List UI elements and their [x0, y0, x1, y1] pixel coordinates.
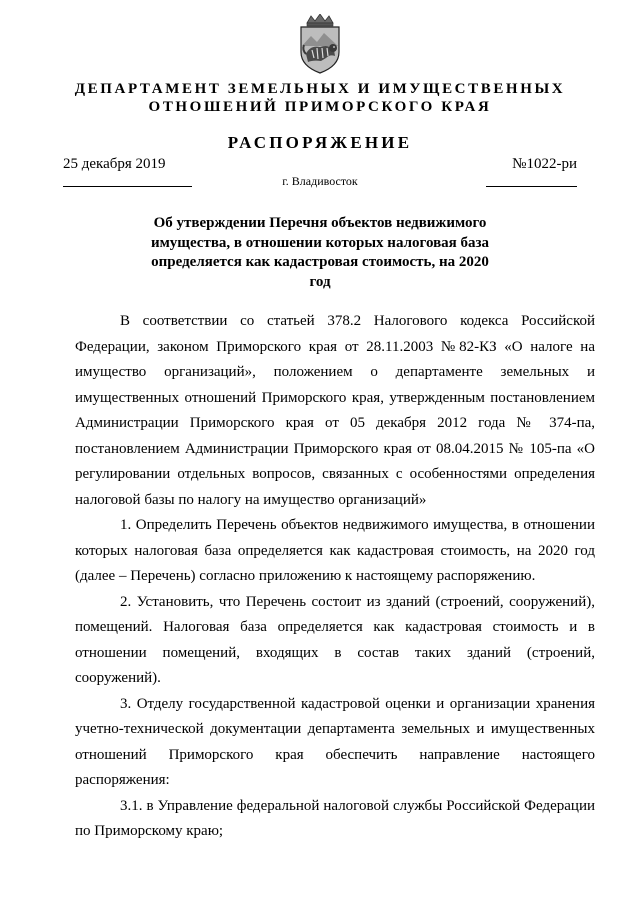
department-name	[40, 80, 600, 116]
primorye-coat-of-arms-icon	[293, 14, 347, 74]
body-item-2: 2. Установить, что Перечень состоит из зданий (строений, сооружений), помещений. Налоговая база определяется как кадастровая стоимость и в отношении помещений, входящих в состав таких зданий (строений, сооружений).	[75, 593, 595, 686]
document-type: РАСПОРЯЖЕНИЕ	[227, 133, 413, 152]
document-body	[75, 309, 595, 845]
date-underline	[63, 186, 192, 187]
department-name-line2: ОТНОШЕНИЙ ПРИМОРСКОГО КРАЯ	[148, 99, 492, 115]
subject-line1: Об утверждении Перечня объектов недвижимого	[153, 215, 487, 231]
department-name-line1: ДЕПАРТАМЕНТ ЗЕМЕЛЬНЫХ И ИМУЩЕСТВЕННЫХ	[74, 81, 566, 97]
number-underline	[486, 186, 577, 187]
document-subject	[140, 214, 500, 292]
subject-line3: определяется как кадастровая стоимость, на 2020 год	[151, 254, 489, 290]
body-item-1: 1. Определить Перечень объектов недвижимого имущества, в отношении которых налоговая база определяется как кадастровая стоимость, на 2020 год (далее – Перечень) согласно приложению к настоящему распоряжению.	[75, 517, 595, 584]
subject-line2: имущества, в отношении которых налоговая база	[150, 234, 490, 251]
body-preamble: В соответствии со статьей 378.2 Налогового кодекса Российской Федерации, законом Приморского края от 28.11.2003 №82-КЗ «О налоге на имущество организаций», положением о департаменте земельных и имущественных отношений Приморского края, утвержденным постановлением Администрации Приморского края от 05 декабря 2012 года № 374-па, постановлением Администрации Приморского края от 08.04.2015 № 105-па «О регулировании отдельных вопросов, связанных с особенностями определения налоговой базы по налогу на имущество организаций»	[75, 313, 595, 508]
document-date: 25 декабря 2019	[63, 156, 166, 172]
document-city: г. Владивосток	[282, 174, 358, 188]
body-item-3-1: 3.1. в Управление федеральной налоговой службы Российской Федерации по Приморскому краю;	[75, 797, 595, 839]
body-item-3: 3. Отделу государственной кадастровой оценки и организации хранения учетно-технической документации департамента земельных и имущественных отношений Приморского края обеспечить направление настоящего распоряжения:	[75, 695, 595, 788]
document-number: №1022-ри	[512, 156, 577, 172]
